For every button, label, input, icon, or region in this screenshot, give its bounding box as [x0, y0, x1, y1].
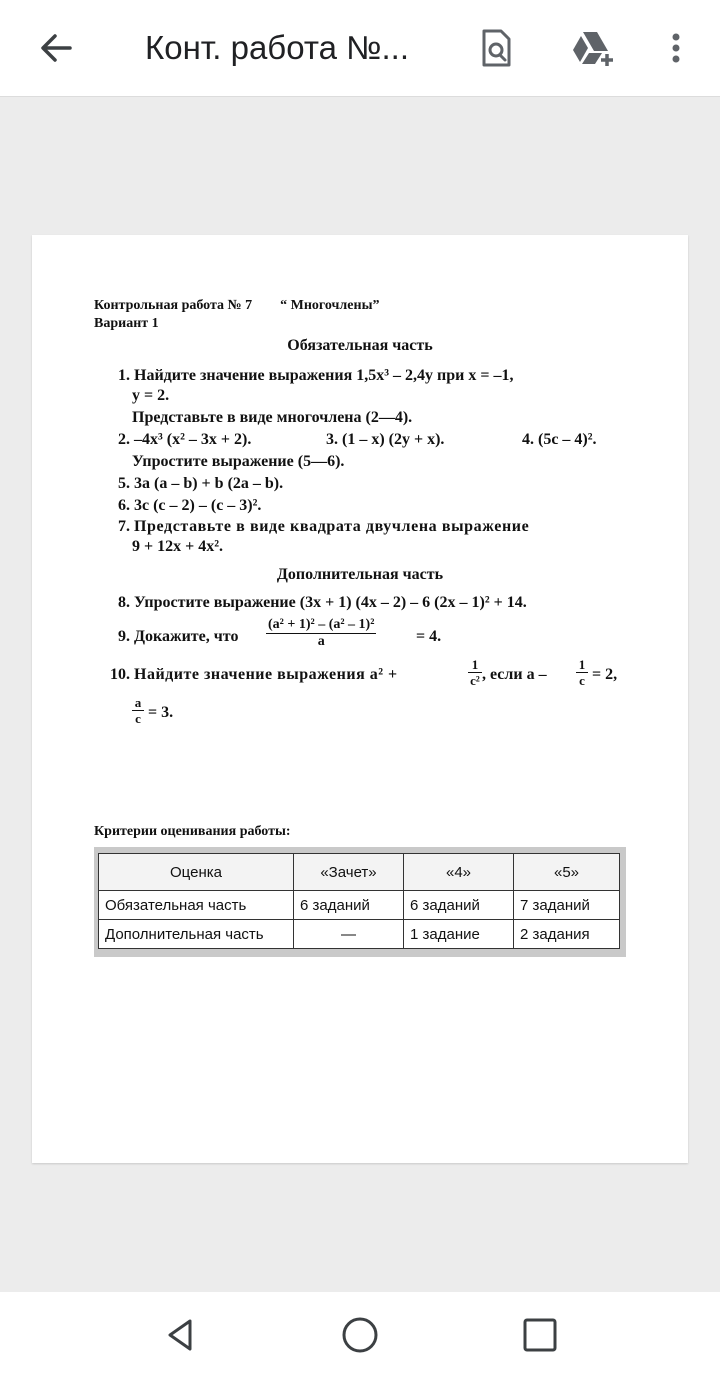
app-bar [0, 0, 720, 97]
table-cell: 6 заданий [404, 891, 514, 920]
table-cell: Дополнительная часть [99, 920, 294, 949]
criteria-table-scan [94, 847, 626, 957]
system-nav-bar [0, 1292, 720, 1378]
criteria-title: Критерии оценивания работы: [94, 824, 291, 839]
add-to-drive-icon[interactable] [564, 20, 620, 76]
table-header-cell: «4» [404, 854, 514, 891]
task-9: 9. Докажите, что (a² + 1)² – (a² – 1)² a = 4. [118, 617, 442, 649]
arrow-back-icon[interactable] [28, 20, 84, 76]
task-10: 10. Найдите значение выражения a² + 1 c² , если a – 1 c = 2, a c = 3. [110, 657, 618, 726]
task-7: 7. Представьте в виде квадрата двучлена выражение 9 + 12x + 4x². [118, 518, 530, 555]
header-topic: “ Многочлены” [280, 298, 380, 313]
nav-home-icon[interactable] [334, 1309, 386, 1361]
doc-header [94, 297, 380, 333]
task-1: 1. Найдите значение выражения 1,5x³ – 2,4y при x = –1, y = 2. [118, 367, 514, 404]
nav-back-icon[interactable] [154, 1309, 206, 1361]
table-header-cell: Оценка [99, 854, 294, 891]
table-header-row [99, 854, 620, 891]
document-search-icon[interactable] [468, 20, 524, 76]
section-required-title: Обязательная часть [287, 337, 433, 354]
section-extra-title: Дополнительная часть [276, 566, 444, 583]
task-6: 6. 3c (c – 2) – (c – 3)². [118, 497, 262, 514]
document-title: Конт. работа №... [145, 29, 409, 66]
task-8: 8. Упростите выражение (3x + 1) (4x – 2) – 6 (2x – 1)² + 14. [118, 594, 527, 611]
table-cell: — [294, 920, 404, 949]
table-row [99, 920, 620, 949]
intro-5-6: Упростите выражение (5—6). [132, 453, 345, 470]
header-title: Контрольная работа № 7 [94, 298, 253, 313]
header-variant: Вариант 1 [94, 316, 159, 331]
table-cell: Обязательная часть [99, 891, 294, 920]
table-cell: 2 задания [514, 920, 620, 949]
table-row [99, 891, 620, 920]
table-cell: 7 заданий [514, 891, 620, 920]
more-vert-icon[interactable] [648, 20, 704, 76]
table-header-cell: «5» [514, 854, 620, 891]
task-5: 5. 3a (a – b) + b (2a – b). [118, 475, 284, 492]
table-cell: 1 задание [404, 920, 514, 949]
nav-recents-icon[interactable] [514, 1309, 566, 1361]
table-cell: 6 заданий [294, 891, 404, 920]
document-page [32, 235, 688, 1163]
intro-2-4: Представьте в виде многочлена (2—4). [132, 409, 413, 426]
tasks-2-4: 2. –4x³ (x² – 3x + 2). 3. (1 – x) (2y + x). 4. (5c – 4)². [118, 431, 597, 448]
table-header-cell: «Зачет» [294, 854, 404, 891]
criteria-table [98, 853, 620, 949]
